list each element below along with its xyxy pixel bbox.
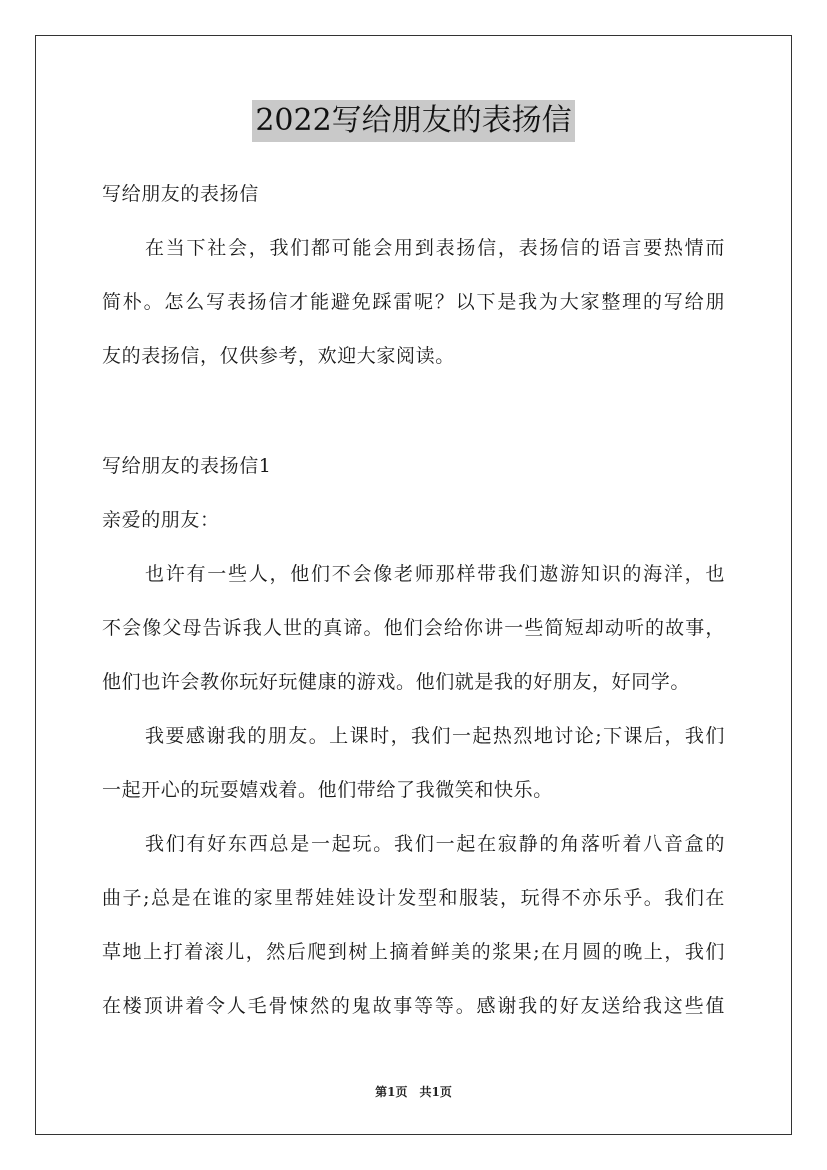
paragraph-line: 他们也许会教你玩好玩健康的游戏。他们就是我的好朋友，好同学。 xyxy=(102,671,691,693)
document-title-text: 2022写给朋友的表扬信 xyxy=(252,100,574,142)
paragraph-line: 友的表扬信，仅供参考，欢迎大家阅读。 xyxy=(102,345,455,367)
paragraph-line: 曲子;总是在谁的家里帮娃娃设计发型和服装，玩得不亦乐乎。我们在 xyxy=(102,887,725,909)
paragraph-line: 草地上打着滚儿，然后爬到树上摘着鲜美的浆果;在月圆的晚上，我们 xyxy=(102,941,725,963)
document-title xyxy=(0,100,827,144)
document-subtitle: 写给朋友的表扬信 xyxy=(102,183,259,205)
paragraph-line: 一起开心的玩耍嬉戏着。他们带给了我微笑和快乐。 xyxy=(102,779,553,801)
paragraph-line: 不会像父母告诉我人世的真谛。他们会给你讲一些简短却动听的故事， xyxy=(102,617,725,639)
salutation: 亲爱的朋友： xyxy=(102,509,220,531)
paragraph-line: 在当下社会，我们都可能会用到表扬信，表扬信的语言要热情而 xyxy=(145,237,725,259)
page-footer xyxy=(0,1083,827,1100)
paragraph-line: 我要感谢我的朋友。上课时，我们一起热烈地讨论;下课后，我们 xyxy=(145,725,725,747)
paragraph-line: 在楼顶讲着令人毛骨悚然的鬼故事等等。感谢我的好友送给我这些值 xyxy=(102,995,725,1017)
page-number: 第1页 共1页 xyxy=(375,1085,452,1099)
paragraph-line: 简朴。怎么写表扬信才能避免踩雷呢？以下是我为大家整理的写给朋 xyxy=(102,291,725,313)
paragraph-line: 我们有好东西总是一起玩。我们一起在寂静的角落听着八音盒的 xyxy=(145,833,725,855)
paragraph-line: 也许有一些人，他们不会像老师那样带我们遨游知识的海洋，也 xyxy=(145,563,725,585)
section-heading: 写给朋友的表扬信1 xyxy=(102,455,272,477)
